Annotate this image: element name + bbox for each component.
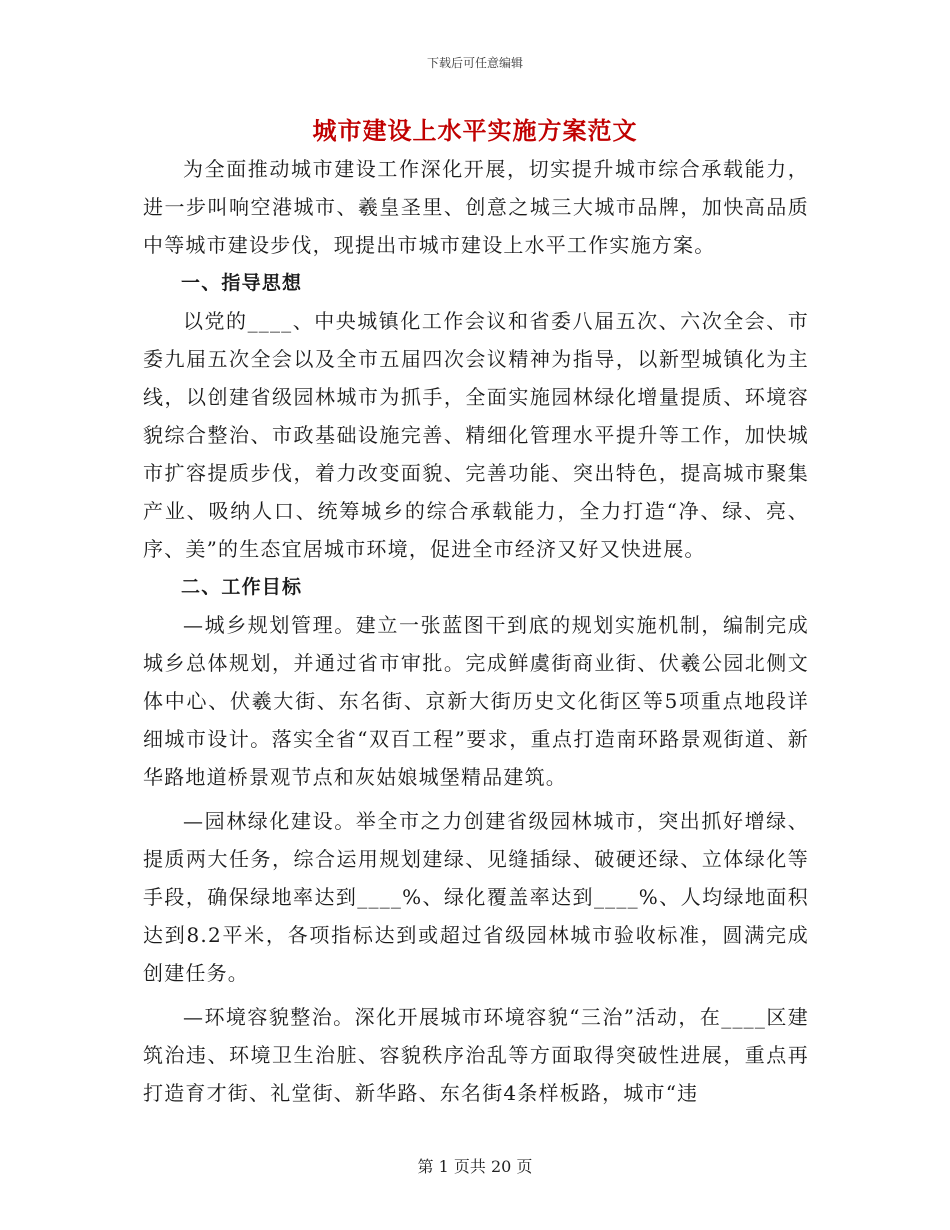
- goal-urban-rural-planning: —城乡规划管理。建立一张蓝图干到底的规划实施机制，编制完成城乡总体规划，并通过省市审批。完成鲜虞街商业街、伏羲公园北侧文体中心、伏羲大街、东名街、京新大街历史文化街区等5项重点地段详细城市设计。落实全省“双百工程”要求，重点打造南环路景观街道、新华路地道桥景观节点和灰姑娘城堡精品建筑。: [143, 613, 809, 789]
- section-heading-guiding-ideology: 一、指导思想: [181, 272, 303, 294]
- goal-landscaping-construction: —园林绿化建设。举全市之力创建省级园林城市，突出抓好增绿、提质两大任务，综合运用规划建绿、见缝插绿、破硬还绿、立体绿化等手段，确保绿地率达到____%、绿化覆盖率达到____%、人均绿地面积达到8.2平米，各项指标达到或超过省级园林城市验收标准，圆满完成创建任务。: [143, 809, 809, 985]
- goal-environment-improvement: —环境容貌整治。深化开展城市环境容貌“三治”活动，在____区建筑治违、环境卫生治脏、容貌秩序治乱等方面取得突破性进展，重点再打造育才街、礼堂街、新华路、东名街4条样板路，城市“违: [143, 1005, 809, 1105]
- page-footer: 第 1 页共 20 页: [417, 1157, 533, 1176]
- guiding-ideology-paragraph: 以党的____、中央城镇化工作会议和省委八届五次、六次全会、市委九届五次全会以及全市五届四次会议精神为指导，以新型城镇化为主线，以创建省级园林城市为抓手，全面实施园林绿化增量提质、环境容貌综合整治、市政基础设施完善、精细化管理水平提升等工作，加快城市扩容提质步伐，着力改变面貌、完善功能、突出特色，提高城市聚集产业、吸纳人口、统筹城乡的综合承载能力，全力打造“净、绿、亮、序、美”的生态宜居城市环境，促进全市经济又好又快进展。: [143, 309, 809, 561]
- section-heading-work-goals: 二、工作目标: [181, 576, 303, 598]
- page-header: 下载后可任意编辑: [426, 56, 523, 70]
- document-body: [143, 150, 809, 1112]
- document-title: 城市建设上水平实施方案范文: [312, 116, 638, 145]
- intro-paragraph: 为全面推动城市建设工作深化开展，切实提升城市综合承载能力，进一步叫响空港城市、羲皇圣里、创意之城三大城市品牌，加快高品质中等城市建设步伐，现提出市城市建设上水平工作实施方案。: [143, 157, 809, 257]
